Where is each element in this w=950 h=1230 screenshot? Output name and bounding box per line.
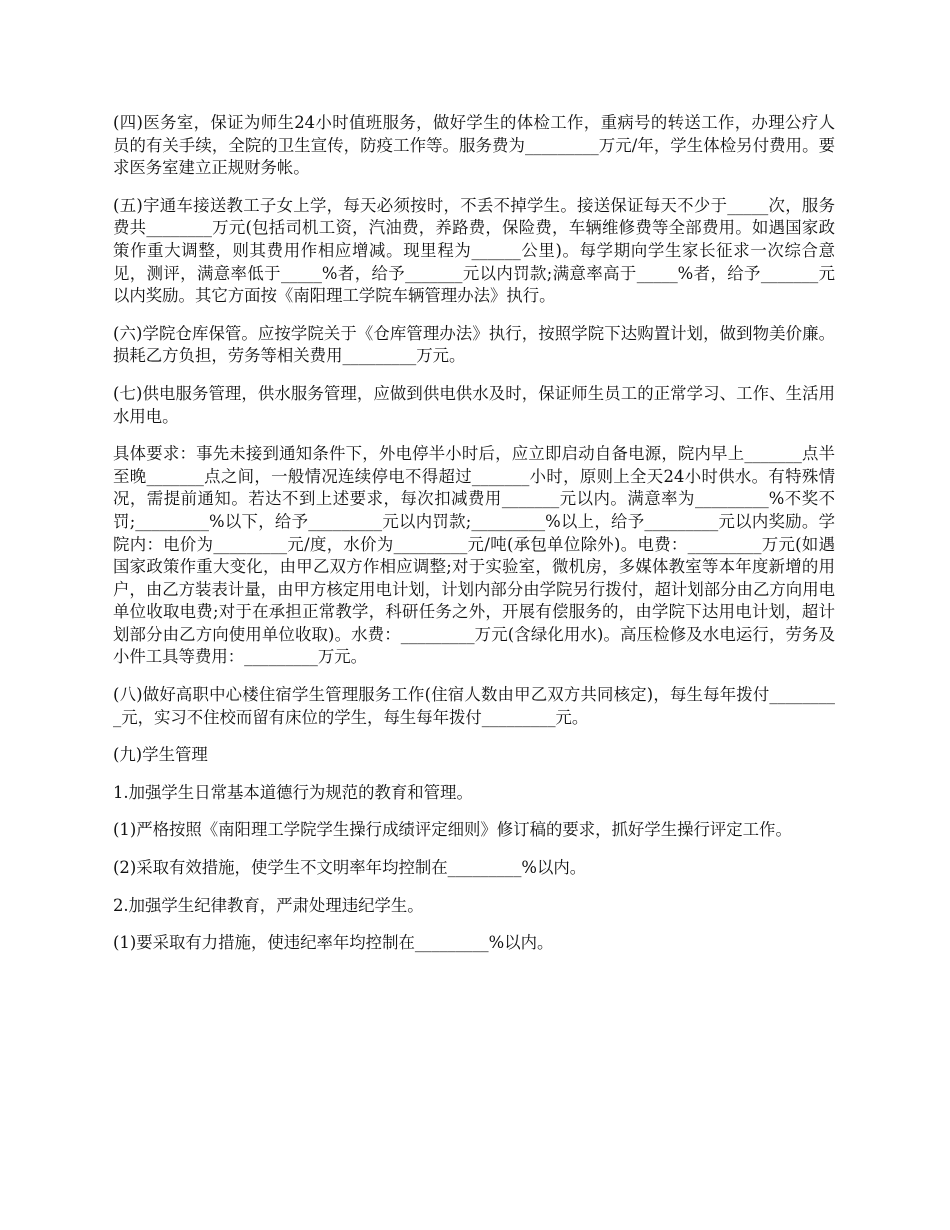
paragraph-power-water-service: (七)供电服务管理，供水服务管理，应做到供电供水及时，保证师生员工的正常学习、工作、生活用水用电。 <box>113 383 835 426</box>
section-heading-student-management: (九)学生管理 <box>113 745 208 765</box>
paragraph-specific-requirements: 具体要求：事先未接到通知条件下，外电停半小时后，应立即启动自备电源，院内早上_______点半至晚_______点之间，一般情况连续停电不得超过_______小时，原则上全天24小时供水。有特殊情况，需提前通知。若达不到上述要求，每次扣减费用_______元以内。满意率为_________%不奖不罚;_________%以下，给予_________元以内罚款;_________%以上，给予_________元以内奖励。学院内：电价为_________元/度，水价为_________元/吨(承包单位除外)。电费：_________万元(如遇国家政策作重大变化，由甲乙双方作相应调整;对于实验室，微机房，多媒体教室等本年度新增的用户，由乙方装表计量，由甲方核定用电计划，计划内部分由学院另行拨付，超计划部分由乙方向用电单位收取电费;对于在承担正常教学，科研任务之外，开展有偿服务的，由学院下达用电计划，超计划部分由乙方向使用单位收取)。水费：_________万元(含绿化用水)。高压检修及水电运行，劳务及小件工具等费用：_________万元。 <box>113 444 835 667</box>
list-item-uncivil-rate: (2)采取有效措施，使学生不文明率年均控制在_________%以内。 <box>113 858 587 878</box>
list-item-moral-education: 1.加强学生日常基本道德行为规范的教育和管理。 <box>113 782 473 802</box>
list-item-discipline-education: 2.加强学生纪律教育，严肃处理违纪学生。 <box>113 895 424 915</box>
paragraph-school-bus: (五)宇通车接送教工子女上学，每天必须按时，不丢不掉学生。接送保证每天不少于_____次，服务费共________万元(包括司机工资，汽油费，养路费，保险费，车辆维修费等全部费用。如遇国家政策作重大调整，则其费用作相应增减。现里程为______公里)。每学期向学生家长征求一次综合意见，测评，满意率低于_____%者，给予_______元以内罚款;满意率高于_____%者，给予_______元以内奖励。其它方面按《南阳理工学院车辆管理办法》执行。 <box>113 195 835 306</box>
paragraph-warehouse: (六)学院仓库保管。应按学院关于《仓库管理办法》执行，按照学院下达购置计划，做到物美价廉。损耗乙方负担，劳务等相关费用_________万元。 <box>113 323 835 366</box>
list-item-conduct-evaluation: (1)严格按照《南阳理工学院学生操行成绩评定细则》修订稿的要求，抓好学生操行评定工作。 <box>113 820 792 840</box>
paragraph-dormitory-management: (八)做好高职中心楼住宿学生管理服务工作(住宿人数由甲乙双方共同核定)，每生每年拨付_________元，实习不住校而留有床位的学生，每生每年拨付_________元。 <box>113 685 835 727</box>
document-body <box>113 112 835 970</box>
list-item-violation-rate: (1)要采取有力措施，使违纪率年均控制在_________%以内。 <box>113 933 554 953</box>
paragraph-medical-office: (四)医务室，保证为师生24小时值班服务，做好学生的体检工作，重病号的转送工作，办理公疗人员的有关手续，全院的卫生宣传，防疫工作等。服务费为_________万元/年，学生体检另付费用。要求医务室建立正规财务帐。 <box>113 113 835 178</box>
